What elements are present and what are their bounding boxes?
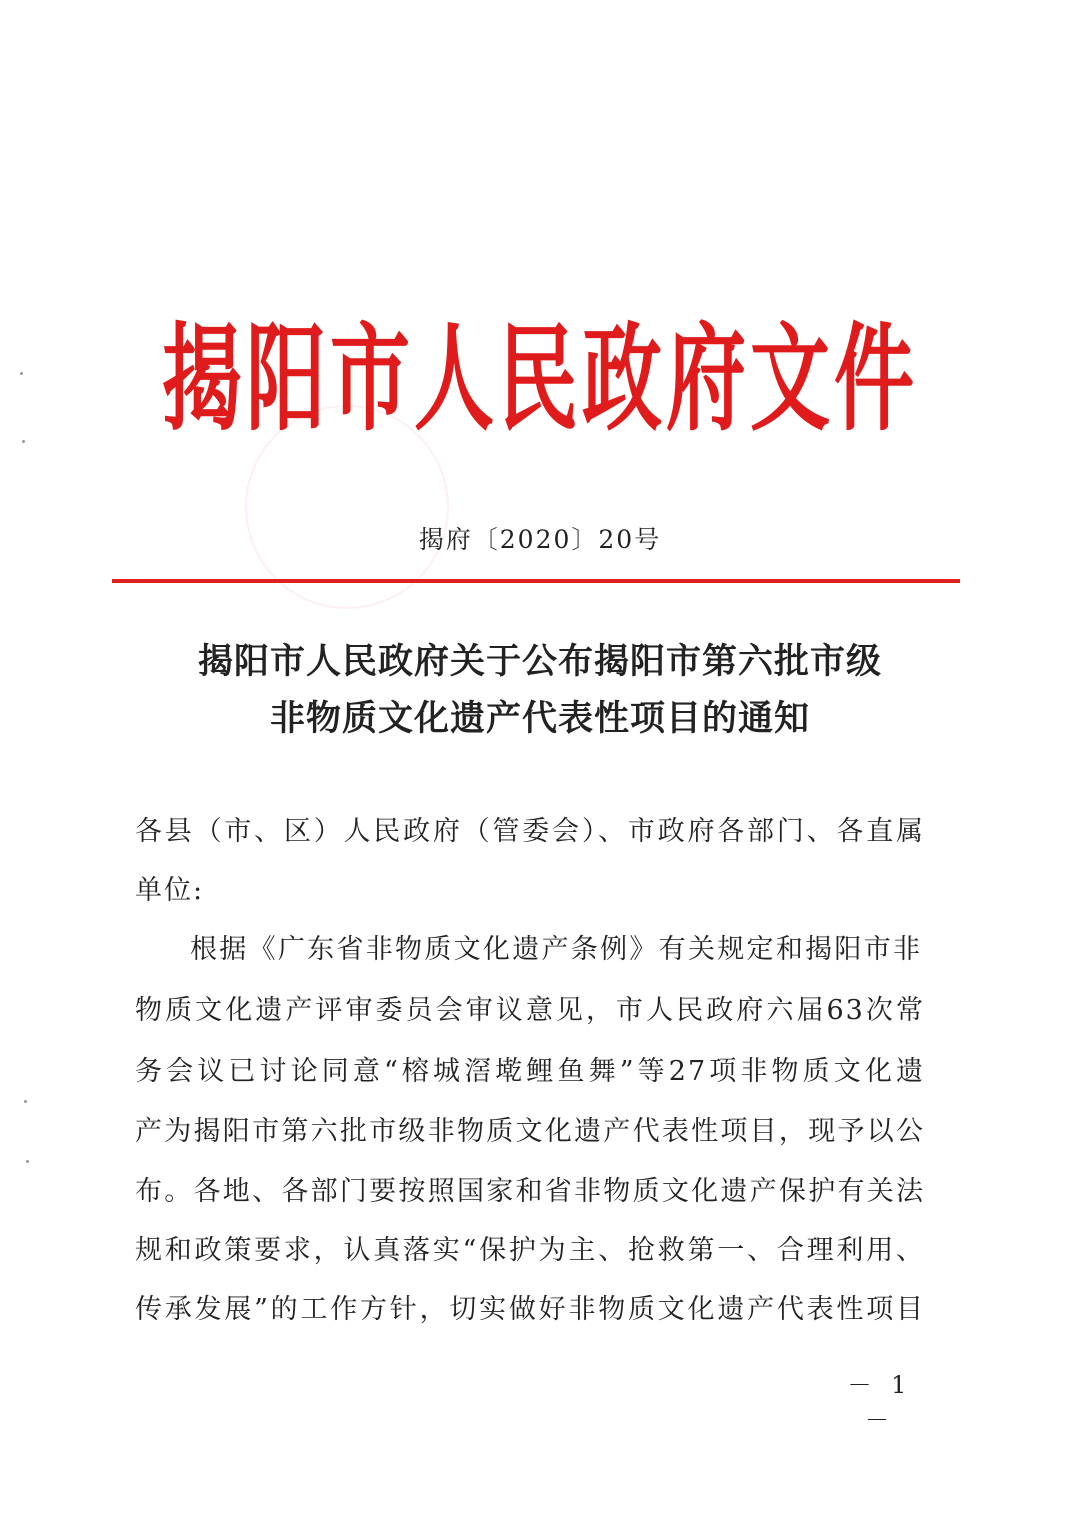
- page-number: － 1 －: [847, 1371, 913, 1434]
- red-separator-rule: [112, 579, 960, 583]
- body-line: 根据《广东省非物质文化遗产条例》有关规定和揭阳市非: [190, 934, 922, 965]
- document-masthead: 揭阳市人民政府文件: [162, 311, 918, 447]
- document-title-line-2: 非物质文化遗产代表性项目的通知: [269, 699, 810, 739]
- body-line: 规和政策要求，认真落实“保护为主、抢救第一、合理利用、: [135, 1235, 925, 1266]
- body-line: 物质文化遗产评审委员会审议意见，市人民政府六届63次常: [135, 995, 925, 1026]
- body-line: 布。各地、各部门要按照国家和省非物质文化遗产保护有关法: [135, 1176, 925, 1207]
- body-line: 产为揭阳市第六批市级非物质文化遗产代表性项目，现予以公: [135, 1116, 925, 1147]
- body-line: 单位:: [135, 875, 205, 906]
- document-title-line-1: 揭阳市人民政府关于公布揭阳市第六批市级: [197, 642, 882, 682]
- body-line: 务会议已讨论同意“榕城滘墘鲤鱼舞”等27项非物质文化遗: [135, 1056, 925, 1087]
- scan-speck: [22, 440, 25, 443]
- body-line: 各县（市、区）人民政府（管委会）、市政府各部门、各直属: [135, 816, 925, 847]
- scan-speck: [24, 1100, 27, 1103]
- scan-speck: [26, 1160, 29, 1163]
- document-number: 揭府〔2020〕20号: [418, 525, 662, 554]
- body-line: 传承发展”的工作方针，切实做好非物质文化遗产代表性项目: [135, 1294, 925, 1325]
